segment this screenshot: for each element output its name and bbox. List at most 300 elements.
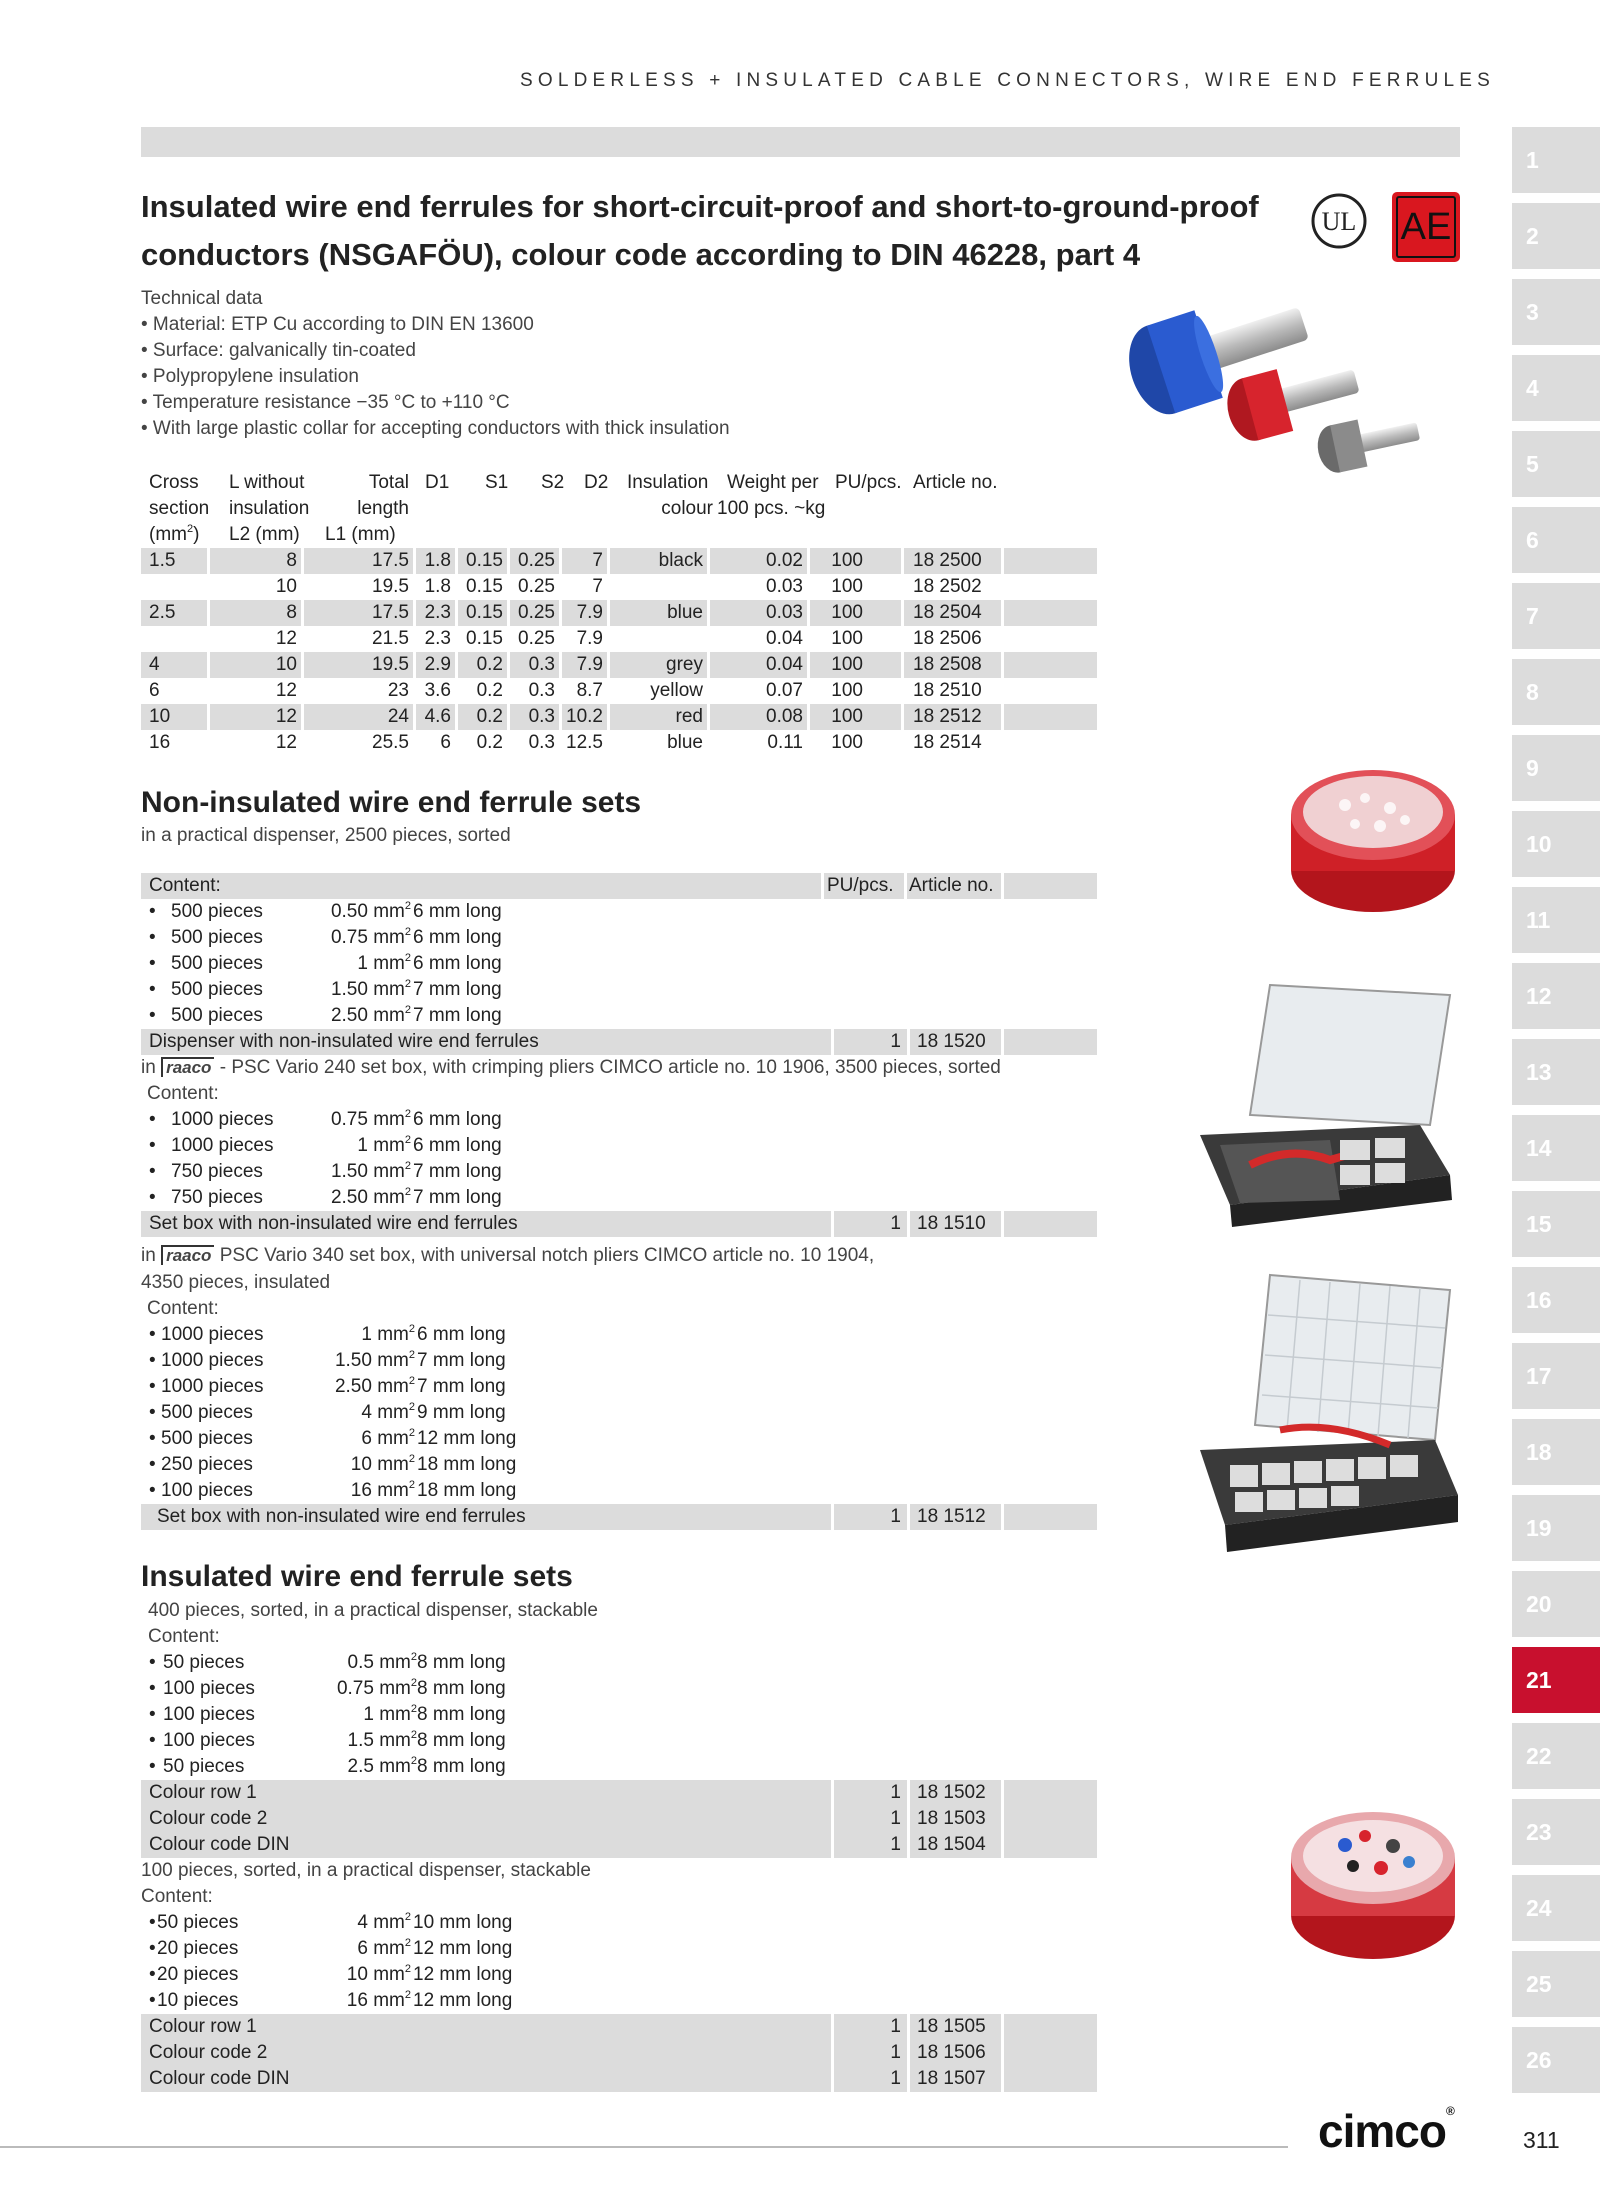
chapter-tab-9[interactable] [1512,735,1600,801]
list-item [141,1754,841,1780]
order-row [141,1832,1097,1858]
bullet: • [149,1480,156,1501]
item-size: 2.5 $mm^2$ [347,1755,417,1777]
tech-item: • Surface: galvanically tin-coated [141,340,416,361]
list-item [141,1107,841,1133]
order-article: 18 1520 [917,1031,986,1052]
item-size: 1 $mm^2$ [363,1703,417,1725]
chapter-tab-13[interactable] [1512,1039,1600,1105]
list-item [141,1133,841,1159]
chapter-tab-10[interactable] [1512,811,1600,877]
chapter-tab-label: 11 [1526,907,1551,933]
item-quantity: 500 pieces [171,979,263,1000]
cell-cross: 10 [149,706,171,727]
bullet: • [149,1454,156,1475]
cell-separator [413,704,416,730]
cell-s1: 0.2 [476,654,503,675]
cell-d1: 2.9 [424,654,451,675]
vario340-text: PSC Vario 340 set box, with universal notch pliers CIMCO article no. 10 1904, [214,1245,875,1266]
section-title-line2: conductors (NSGAFÖU), colour code according to DIN 46228, part 4 [141,237,1141,272]
chapter-tab-14[interactable] [1512,1115,1600,1181]
cell-art: 18 2512 [913,706,982,727]
content-label: Content: [149,875,221,896]
item-length: 18 mm long [417,1480,517,1501]
chapter-tab-23[interactable] [1512,1799,1600,1865]
cell-separator [901,652,904,678]
list-item [141,977,841,1003]
cell-separator [707,548,710,574]
table-row [141,678,1097,704]
cell-d2: 10.2 [566,706,603,727]
cell-pu: 100 [831,602,863,623]
tech-item: • Polypropylene insulation [141,366,359,387]
bullet: • [149,901,156,922]
table-row [141,730,1097,756]
item-length: 6 mm long [413,1109,502,1130]
cell-d1: 3.6 [424,680,451,701]
cell-art: 18 2506 [913,628,982,649]
cell-separator [807,652,810,678]
cell-s2: 0.25 [518,602,555,623]
col-header-article: Article no. [913,472,998,493]
list-item [141,1936,841,1962]
cell-separator [507,704,510,730]
cell-separator [901,548,904,574]
cell-cross: 2.5 [149,602,176,623]
chapter-tab-label: 9 [1526,755,1539,781]
insulated-dispenser-product-image [1285,1800,1460,1965]
cell-separator [907,1780,910,1806]
cell-l1: 25.5 [372,732,409,753]
col-header-weight-2: 100 pcs. ~kg [717,498,826,519]
order-pu: 1 [890,1506,901,1527]
item-quantity: 1000 pieces [161,1376,264,1397]
noninsulated-title: Non-insulated wire end ferrule sets [141,786,642,819]
chapter-tab-19[interactable] [1512,1495,1600,1561]
list-item [141,1322,841,1348]
cell-separator [607,548,610,574]
tech-item: • With large plastic collar for accepting conductors with thick insulation [141,418,730,439]
list-item [141,1676,841,1702]
tech-item: • Temperature resistance −35 °C to +110 °C [141,392,510,413]
item-length: 7 mm long [413,1187,502,1208]
item-size: 2.50 $mm^2$ [334,1375,415,1397]
cell-art: 18 2500 [913,550,982,571]
col-header-l2: L without [229,472,305,493]
order-article: 18 1510 [917,1213,986,1234]
order-row [141,1504,1097,1530]
ferrule-spec-table [141,470,1097,770]
cell-separator [907,1806,910,1832]
order-name: Colour code DIN [149,1834,290,1855]
content-label: Content: [148,1626,220,1647]
cell-w: 0.02 [766,550,803,571]
order-article: 18 1512 [917,1506,986,1527]
insulated-desc-2: 100 pieces, sorted, in a practical dispenser, stackable [141,1860,591,1881]
cell-art: 18 2508 [913,654,982,675]
table-row [141,626,1097,652]
cell-separator [559,600,562,626]
order-article: 18 1507 [917,2068,986,2089]
chapter-tab-3[interactable] [1512,279,1600,345]
order-pu: 1 [890,2016,901,2037]
cell-separator [301,600,304,626]
cell-pu: 100 [831,732,863,753]
tech-data-heading: Technical data [141,288,263,309]
cell-l1: 19.5 [372,576,409,597]
item-quantity: 500 pieces [171,927,263,948]
item-size: 10 $mm^2$ [350,1453,415,1475]
col-header-l1-2: length [357,498,409,519]
cell-separator [1001,2066,1004,2092]
order-name: Dispenser with non-insulated wire end ferrules [149,1031,539,1052]
order-article: 18 1505 [917,2016,986,2037]
item-length: 6 mm long [413,927,502,948]
cell-l2: 12 [275,706,297,727]
chapter-tab-8[interactable] [1512,659,1600,725]
cell-separator [559,704,562,730]
item-length: 7 mm long [413,1005,502,1026]
cell-d1: 2.3 [424,602,451,623]
chapter-tab-5[interactable] [1512,431,1600,497]
cell-l2: 12 [275,732,297,753]
list-item [141,1650,841,1676]
item-size: 2.50 $mm^2$ [330,1004,411,1026]
order-name: Set box with non-insulated wire end ferrules [157,1506,526,1527]
chapter-tab-label: 14 [1526,1135,1552,1161]
chapter-tab-4[interactable] [1512,355,1600,421]
cell-w: 0.03 [766,602,803,623]
cell-separator [1001,2040,1004,2066]
item-size: 1.5 $mm^2$ [347,1729,417,1751]
item-quantity: 1000 pieces [161,1324,264,1345]
bullet: • [149,1161,156,1182]
chapter-tab-21[interactable] [1512,1647,1600,1713]
cell-d1: 6 [440,732,451,753]
col-header-l1-3: L1 (mm) [325,524,396,545]
list-item [141,1348,841,1374]
ul-cert-label: UL [1321,207,1357,236]
item-length: 10 mm long [413,1912,513,1933]
order-name: Colour row 1 [149,1782,257,1803]
item-quantity: 50 pieces [163,1652,245,1673]
chapter-tab-label: 20 [1526,1591,1552,1617]
item-size: 1 $mm^2$ [357,1134,411,1156]
col-header-d2: D2 [584,472,609,493]
col-header-s2: S2 [541,472,565,493]
chapter-tab-22[interactable] [1512,1723,1600,1789]
list-item [141,1426,841,1452]
bullet: • [149,979,156,1000]
chapter-tab-17[interactable] [1512,1343,1600,1409]
chapter-tab-16[interactable] [1512,1267,1600,1333]
cell-w: 0.11 [767,732,803,753]
tech-item: • Material: ETP Cu according to DIN EN 13600 [141,314,534,335]
item-quantity: 10 pieces [157,1990,239,2011]
item-size: 2.50 $mm^2$ [330,1186,411,1208]
item-size: 0.5 $mm^2$ [347,1651,417,1673]
item-length: 8 mm long [417,1704,506,1725]
chapter-tab-15[interactable] [1512,1191,1600,1257]
list-item [141,1374,841,1400]
cell-separator [1001,704,1004,730]
cell-s1: 0.2 [476,680,503,701]
list-item [141,1159,841,1185]
cell-ins: blue [667,732,703,753]
chapter-tab-label: 15 [1526,1211,1552,1237]
item-size: 1 $mm^2$ [357,952,411,974]
cell-w: 0.04 [766,654,803,675]
chapter-tab-label: 13 [1526,1059,1552,1085]
cell-s1: 0.15 [466,602,503,623]
item-quantity: 500 pieces [171,1005,263,1026]
cell-separator [413,652,416,678]
chapter-tab-label: 3 [1526,299,1539,325]
col-header-l2-2: insulation [229,498,310,519]
chapter-tab-label: 8 [1526,679,1539,705]
cell-separator [1001,1832,1004,1858]
cell-separator [301,548,304,574]
article-label: Article no. [909,875,994,896]
order-row [141,1029,1097,1055]
col-header-cross: Cross [149,472,199,493]
chapter-tab-20[interactable] [1512,1571,1600,1637]
cell-s2: 0.3 [528,654,555,675]
in-word: in [141,1057,156,1078]
page-header: SOLDERLESS + INSULATED CABLE CONNECTORS, WIRE END FERRULES [520,70,1496,91]
cell-pu: 100 [831,706,863,727]
chapter-tab-7[interactable] [1512,583,1600,649]
noninsulated-subtitle: in a practical dispenser, 2500 pieces, sorted [141,825,511,846]
chapter-tab-11[interactable] [1512,887,1600,953]
order-pu: 1 [890,2042,901,2063]
chapter-tab-label: 18 [1526,1439,1552,1465]
bullet: • [149,1730,156,1751]
raaco-logo: raaco [161,1245,214,1265]
cell-separator [607,704,610,730]
item-quantity: 500 pieces [161,1402,253,1423]
item-quantity: 250 pieces [161,1454,253,1475]
chapter-tab-24[interactable] [1512,1875,1600,1941]
item-length: 7 mm long [413,1161,502,1182]
table-row [141,652,1097,678]
cell-separator [559,652,562,678]
cell-separator [455,704,458,730]
bullet: • [149,1938,156,1959]
cell-s2: 0.3 [528,706,555,727]
cell-l2: 8 [286,550,297,571]
col-header-s1: S1 [485,472,509,493]
cell-d2: 7 [592,550,603,571]
order-article: 18 1504 [917,1834,986,1855]
ae-cert-icon [1392,192,1460,262]
item-length: 18 mm long [417,1454,517,1475]
item-quantity: 750 pieces [171,1187,263,1208]
cimco-logo-text: cimco [1318,2105,1446,2157]
item-size: 6 $mm^2$ [361,1427,415,1449]
item-length: 6 mm long [413,901,502,922]
bullet: • [149,1912,156,1933]
cell-d1: 1.8 [424,576,451,597]
bullet: • [149,1428,156,1449]
cell-cross: 6 [149,680,160,701]
cell-separator [1001,1806,1004,1832]
cell-ins: black [658,550,703,571]
list-item [141,1988,841,2014]
cell-s1: 0.2 [476,706,503,727]
order-pu: 1 [890,1031,901,1052]
cimco-logo [1318,2104,1454,2158]
cell-l2: 12 [275,628,297,649]
cell-separator [1001,1780,1004,1806]
item-size: 10 $mm^2$ [346,1963,411,1985]
chapter-tab-1[interactable] [1512,127,1600,193]
col-header-insulation: Insulation [627,472,709,493]
chapter-tab-18[interactable] [1512,1419,1600,1485]
cell-separator [455,652,458,678]
col-header-d1: D1 [425,472,450,493]
chapter-tab-label: 16 [1526,1287,1552,1313]
cell-ins: yellow [650,680,703,701]
cell-ins: red [675,706,703,727]
item-quantity: 500 pieces [171,901,263,922]
item-size: 4 $mm^2$ [361,1401,415,1423]
chapter-tab-26[interactable] [1512,2027,1600,2093]
chapter-tab-2[interactable] [1512,203,1600,269]
cell-separator [707,652,710,678]
order-name: Colour code 2 [149,2042,268,2063]
item-size: 0.75 $mm^2$ [330,1108,411,1130]
cell-l1: 19.5 [372,654,409,675]
col-header-l2-3: L2 (mm) [229,524,300,545]
item-length: 7 mm long [417,1350,506,1371]
chapter-tab-label: 1 [1526,147,1539,173]
cell-d2: 12.5 [566,732,603,753]
order-row [141,2040,1097,2066]
cell-separator [607,600,610,626]
item-quantity: 1000 pieces [171,1135,274,1156]
bullet: • [149,1324,156,1345]
cell-s1: 0.2 [476,732,503,753]
cell-separator [455,600,458,626]
item-quantity: 100 pieces [163,1730,255,1751]
footer-line [0,2146,1288,2148]
item-quantity: 100 pieces [163,1678,255,1699]
table-row [141,704,1097,730]
item-size: 16 $mm^2$ [346,1989,411,2011]
order-pu: 1 [890,1808,901,1829]
bullet: • [149,927,156,948]
cell-l1: 21.5 [372,628,409,649]
vario240-product-image [1190,975,1460,1230]
chapter-tab-label: 19 [1526,1515,1552,1541]
chapter-tab-label: 4 [1526,375,1539,401]
item-size: 0.75 $mm^2$ [330,926,411,948]
col-header-cross-3: $(mm^2)$ [149,523,200,545]
bullet: • [149,1652,156,1673]
list-item [141,951,841,977]
cell-separator [1001,600,1004,626]
bullet: • [149,1678,156,1699]
chapter-tab-12[interactable] [1512,963,1600,1029]
cell-separator [507,548,510,574]
list-item [141,1185,841,1211]
cell-art: 18 2502 [913,576,982,597]
chapter-tab-label: 2 [1526,223,1539,249]
item-size: 1.50 $mm^2$ [334,1349,415,1371]
cell-art: 18 2504 [913,602,982,623]
cell-l1: 23 [387,680,409,701]
cell-ins [607,626,703,652]
bullet: • [149,1704,156,1725]
chapter-tab-label: 25 [1526,1971,1552,1997]
col-header-insulation-2: colour [661,498,713,519]
cell-separator [1001,2014,1004,2040]
item-length: 12 mm long [413,1938,513,1959]
item-length: 9 mm long [417,1402,506,1423]
item-length: 6 mm long [413,953,502,974]
cell-separator [907,1211,910,1237]
cell-cross: 1.5 [149,550,176,571]
cell-separator [207,652,210,678]
item-length: 8 mm long [417,1756,506,1777]
cimco-logo-mark: ® [1445,2104,1454,2118]
cell-separator [1001,1211,1004,1237]
item-quantity: 20 pieces [157,1964,239,1985]
table-row [141,574,1097,600]
cell-w: 0.04 [766,628,803,649]
item-length: 12 mm long [413,1964,513,1985]
cell-separator [707,704,710,730]
item-quantity: 20 pieces [157,1938,239,1959]
section-title-line1: Insulated wire end ferrules for short-circuit-proof and short-to-ground-proof [141,189,1259,224]
list-item [141,925,841,951]
cell-s2: 0.3 [528,732,555,753]
cell-separator [507,652,510,678]
cell-s2: 0.3 [528,680,555,701]
item-quantity: 50 pieces [163,1756,245,1777]
chapter-tab-6[interactable] [1512,507,1600,573]
cell-separator [907,1832,910,1858]
item-length: 6 mm long [413,1135,502,1156]
bullet: • [149,953,156,974]
pu-label: PU/pcs. [827,875,894,896]
chapter-tab-label: 12 [1526,983,1552,1009]
bullet: • [149,1135,156,1156]
header-bar [141,127,1460,157]
cell-separator [907,2040,910,2066]
item-size: 0.75 $mm^2$ [336,1677,417,1699]
order-row [141,1211,1097,1237]
item-quantity: 100 pieces [163,1704,255,1725]
cell-separator [907,1504,910,1530]
insulated-desc-1: 400 pieces, sorted, in a practical dispenser, stackable [148,1600,598,1621]
order-article: 18 1503 [917,1808,986,1829]
cell-separator [907,2066,910,2092]
order-pu: 1 [890,1782,901,1803]
order-name: Set box with non-insulated wire end ferrules [149,1213,518,1234]
chapter-tab-25[interactable] [1512,1951,1600,2017]
cell-separator [907,1029,910,1055]
content-label: Content: [147,1298,219,1319]
cell-separator [207,600,210,626]
order-pu: 1 [890,1213,901,1234]
list-item [141,1452,841,1478]
cell-w: 0.07 [766,680,803,701]
item-quantity: 500 pieces [161,1428,253,1449]
item-size: 4 $mm^2$ [357,1911,411,1933]
bullet: • [149,1964,156,1985]
